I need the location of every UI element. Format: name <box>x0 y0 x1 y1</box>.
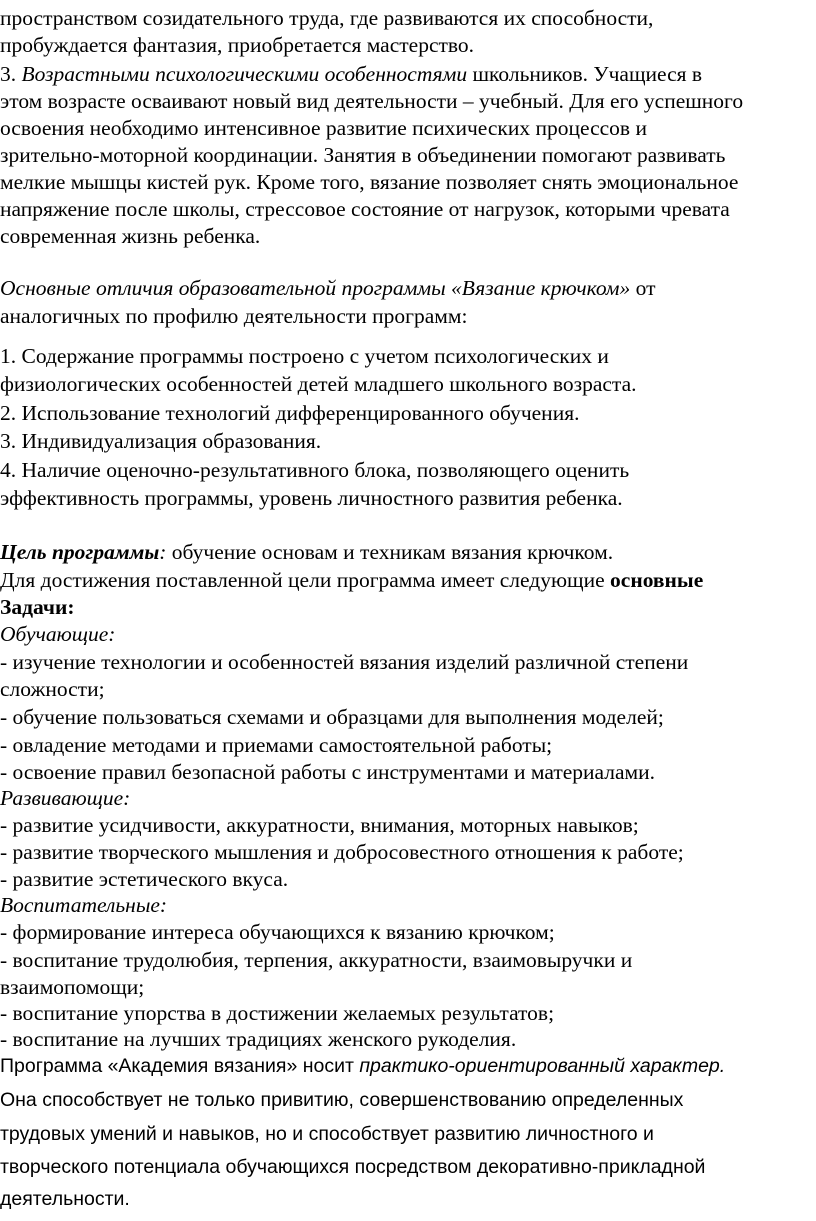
paragraph-line: напряжение после школы, стрессовое состояние от нагрузок, которыми чревата <box>0 197 730 221</box>
list-item: - формирование интереса обучающихся к вязанию крючком; <box>0 920 555 944</box>
body-text: Программа «Академия вязания» носит <box>0 1055 360 1077</box>
paragraph-line: современная жизнь ребенка. <box>0 224 261 248</box>
list-item: - освоение правил безопасной работы с инструментами и материалами. <box>0 760 656 784</box>
goal-line <box>0 542 613 564</box>
paragraph-line: зрительно-моторной координации. Занятия в объединении помогают развивать <box>0 143 726 167</box>
list-item: взаимопомощи; <box>0 975 145 999</box>
tasks-heading: Задачи: <box>0 595 75 619</box>
list-item: сложности; <box>0 677 105 701</box>
item-number: 3. <box>0 62 22 86</box>
body-text: школьников. Учащиеся в <box>467 62 703 86</box>
paragraph-line: трудовых умений и навыков, но и способствует развитию личностного и <box>0 1123 654 1145</box>
paragraph-line <box>0 64 702 86</box>
paragraph-line: аналогичных по профилю деятельности программ: <box>0 304 468 328</box>
bold-text: основные <box>610 568 704 592</box>
list-item: - обучение пользоваться схемами и образцами для выполнения моделей; <box>0 705 664 729</box>
paragraph-line <box>0 570 703 592</box>
list-item: - воспитание упорства в достижении желаемых результатов; <box>0 1001 555 1025</box>
emphasis-text: Основные отличия образовательной программы «Вязание крючком» <box>0 276 631 300</box>
list-item: 1. Содержание программы построено с учетом психологических и <box>0 344 609 368</box>
differences-heading <box>0 278 656 300</box>
subheading-developing: Развивающие: <box>0 786 131 810</box>
paragraph-line: освоения необходимо интенсивное развитие психических процессов и <box>0 116 647 140</box>
list-item: - развитие творческого мышления и добросовестного отношения к работе; <box>0 840 684 864</box>
paragraph-line: пробуждается фантазия, приобретается мастерство. <box>0 33 475 57</box>
list-item: эффективность программы, уровень личностного развития ребенка. <box>0 486 623 510</box>
list-item: - развитие усидчивости, аккуратности, внимания, моторных навыков; <box>0 813 639 837</box>
paragraph-line: пространством созидательного труда, где развиваются их способности, <box>0 6 654 30</box>
list-item: 3. Индивидуализация образования. <box>0 429 322 453</box>
subheading-upbringing: Воспитательные: <box>0 893 168 917</box>
list-item: - изучение технологии и особенностей вязания изделий различной степени <box>0 650 689 674</box>
subheading-teaching: Обучающие: <box>0 622 116 646</box>
paragraph-line: Она способствует не только привитию, совершенствованию определенных <box>0 1089 684 1111</box>
goal-colon: : <box>159 540 167 564</box>
list-item: - воспитание на лучших традициях женского рукоделия. <box>0 1027 517 1051</box>
body-text: от <box>630 276 656 300</box>
emphasis-text: практико-ориентированный характер. <box>359 1055 726 1077</box>
paragraph-line: этом возрасте осваивают новый вид деятельности – учебный. Для его успешного <box>0 89 744 113</box>
list-item: - развитие эстетического вкуса. <box>0 867 289 891</box>
body-text: Для достижения поставленной цели программа имеет следующие <box>0 568 611 592</box>
list-item: физиологических особенностей детей младшего школьного возраста. <box>0 372 637 396</box>
paragraph-line <box>0 1057 725 1077</box>
list-item: 4. Наличие оценочно-результативного блока, позволяющего оценить <box>0 458 630 482</box>
emphasis-text: Возрастными психологическими особенностями <box>21 62 468 86</box>
goal-text: обучение основам и техникам вязания крючком. <box>166 540 614 564</box>
list-item: 2. Использование технологий дифференцированного обучения. <box>0 401 580 425</box>
paragraph-line: деятельности. <box>0 1188 130 1210</box>
paragraph-line: творческого потенциала обучающихся посредством декоративно-прикладной <box>0 1156 706 1178</box>
list-item: - воспитание трудолюбия, терпения, аккуратности, взаимовыручки и <box>0 948 633 972</box>
paragraph-line: мелкие мышцы кистей рук. Кроме того, вязание позволяет снять эмоциональное <box>0 170 739 194</box>
list-item: - овладение методами и приемами самостоятельной работы; <box>0 733 553 757</box>
goal-label: Цель программы <box>0 540 160 564</box>
